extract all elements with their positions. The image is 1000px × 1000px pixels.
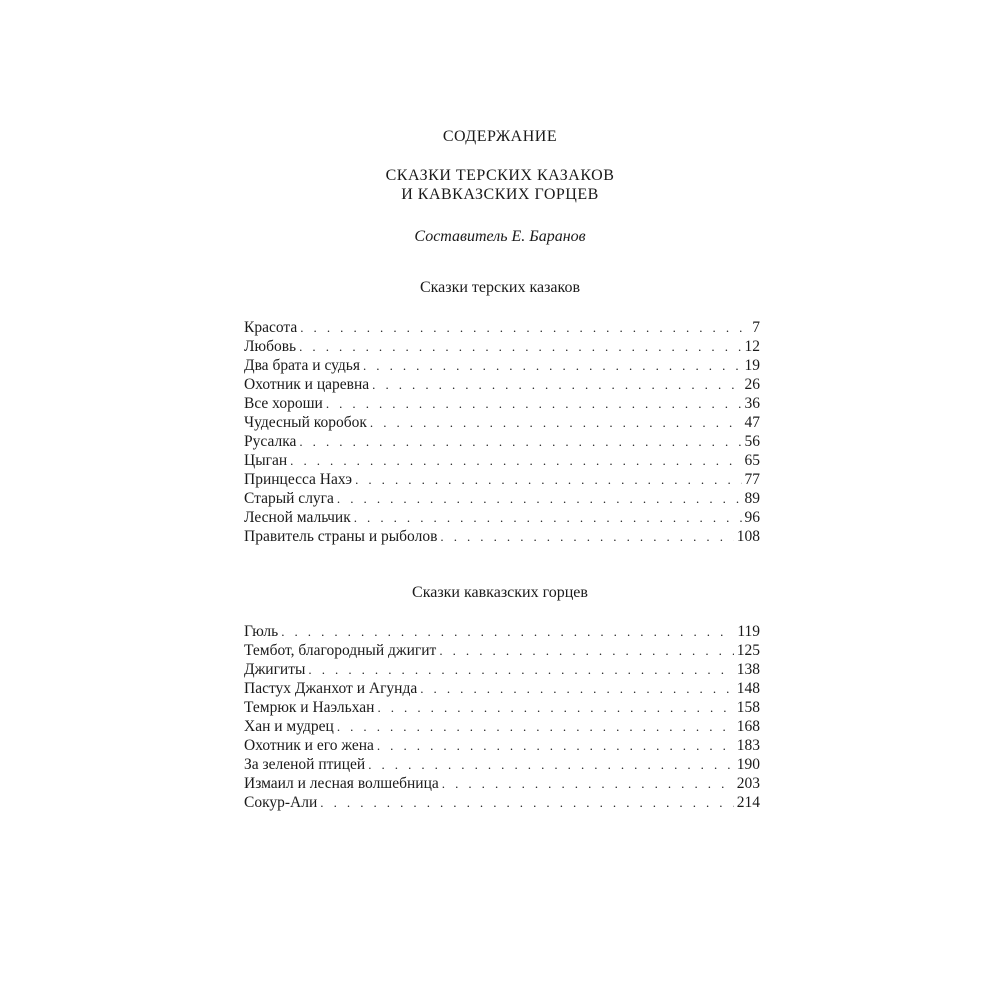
toc-dot-leader xyxy=(355,470,741,489)
toc-entry-page-number: 7 xyxy=(752,319,760,336)
toc-dot-leader xyxy=(326,394,742,413)
toc-entry-title: Правитель страны и рыболов xyxy=(244,528,438,545)
toc-entry xyxy=(244,508,760,527)
toc-entry-title: Цыган xyxy=(244,452,288,469)
toc-entry-page-number: 183 xyxy=(736,737,760,754)
toc-dot-leader xyxy=(440,527,733,546)
toc-entry xyxy=(244,736,760,755)
toc-entry xyxy=(244,755,760,774)
toc-entry-page-number: 56 xyxy=(744,433,760,450)
toc-dot-leader xyxy=(281,622,734,641)
toc-entry-title: Сокур-Али xyxy=(244,794,318,811)
toc-entry-page-number: 26 xyxy=(744,376,760,393)
toc-dot-leader xyxy=(290,451,741,470)
toc-dot-leader xyxy=(337,717,734,736)
toc-entry xyxy=(244,622,760,641)
toc-entry-title: Охотник и царевна xyxy=(244,376,370,393)
toc-entry-page-number: 190 xyxy=(736,756,760,773)
toc-dot-leader xyxy=(377,698,733,717)
toc-entry-title: Любовь xyxy=(244,338,297,355)
compiler-credit: Составитель Е. Баранов xyxy=(414,228,586,245)
toc-dot-leader xyxy=(363,356,742,375)
toc-entry-page-number: 138 xyxy=(736,661,760,678)
toc-dot-leader xyxy=(372,375,741,394)
toc-dot-leader xyxy=(299,337,741,356)
toc-entry xyxy=(244,413,760,432)
book-title-line-1: СКАЗКИ ТЕРСКИХ КАЗАКОВ xyxy=(385,167,615,184)
toc-entry xyxy=(244,527,760,546)
toc-entry xyxy=(244,318,760,337)
toc-dot-leader xyxy=(439,641,733,660)
toc-dot-leader xyxy=(320,793,733,812)
toc-entry-page-number: 158 xyxy=(736,699,760,716)
toc-entry xyxy=(244,394,760,413)
toc-list-caucasian-highlanders xyxy=(244,622,760,812)
toc-entry-page-number: 77 xyxy=(744,471,760,488)
toc-dot-leader xyxy=(377,736,734,755)
toc-dot-leader xyxy=(308,660,733,679)
toc-dot-leader xyxy=(368,755,734,774)
toc-entry-page-number: 36 xyxy=(744,395,760,412)
toc-entry-title: Гюль xyxy=(244,623,279,640)
toc-entry xyxy=(244,356,760,375)
toc-entry xyxy=(244,660,760,679)
toc-entry-title: Темрюк и Наэльхан xyxy=(244,699,375,716)
toc-list-terek-cossacks xyxy=(244,318,760,546)
toc-entry-title: За зеленой птицей xyxy=(244,756,366,773)
toc-dot-leader xyxy=(370,413,742,432)
toc-dot-leader xyxy=(300,318,749,337)
toc-entry-page-number: 65 xyxy=(744,452,760,469)
toc-entry-title: Красота xyxy=(244,319,298,336)
toc-entry-title: Измаил и лесная волшебница xyxy=(244,775,439,792)
toc-entry-page-number: 89 xyxy=(744,490,760,507)
toc-entry-page-number: 19 xyxy=(744,357,760,374)
toc-entry-page-number: 203 xyxy=(736,775,760,792)
toc-entry-title: Лесной мальчик xyxy=(244,509,351,526)
toc-entry xyxy=(244,679,760,698)
toc-entry-title: Чудесный коробок xyxy=(244,414,367,431)
toc-entry xyxy=(244,432,760,451)
toc-entry-page-number: 12 xyxy=(744,338,760,355)
toc-entry-title: Хан и мудрец xyxy=(244,718,334,735)
toc-entry-title: Все хороши xyxy=(244,395,323,412)
toc-entry-page-number: 47 xyxy=(744,414,760,431)
toc-dot-leader xyxy=(299,432,741,451)
toc-entry-page-number: 148 xyxy=(736,680,760,697)
toc-entry-page-number: 108 xyxy=(736,528,760,545)
toc-entry xyxy=(244,489,760,508)
toc-entry-title: Принцесса Нахэ xyxy=(244,471,353,488)
toc-entry xyxy=(244,375,760,394)
toc-entry xyxy=(244,470,760,489)
toc-entry xyxy=(244,698,760,717)
toc-entry xyxy=(244,793,760,812)
section-heading-terek-cossacks: Сказки терских казаков xyxy=(419,279,581,296)
toc-entry xyxy=(244,451,760,470)
toc-entry-page-number: 125 xyxy=(736,642,760,659)
toc-entry xyxy=(244,641,760,660)
section-heading-caucasian-highlanders: Сказки кавказских горцев xyxy=(412,584,588,601)
toc-dot-leader xyxy=(337,489,742,508)
toc-entry-page-number: 119 xyxy=(737,623,760,640)
toc-entry-title: Джигиты xyxy=(244,661,306,678)
contents-title: СОДЕРЖАНИЕ xyxy=(442,128,558,145)
toc-entry-title: Охотник и его жена xyxy=(244,737,374,754)
toc-entry-page-number: 96 xyxy=(744,509,760,526)
toc-dot-leader xyxy=(354,508,742,527)
toc-entry-title: Тембот, благородный джигит xyxy=(244,642,437,659)
toc-entry xyxy=(244,717,760,736)
book-title-line-2: И КАВКАЗСКИХ ГОРЦЕВ xyxy=(401,186,599,203)
toc-entry-title: Два брата и судья xyxy=(244,357,360,374)
toc-entry-title: Старый слуга xyxy=(244,490,334,507)
toc-dot-leader xyxy=(442,774,734,793)
toc-entry xyxy=(244,774,760,793)
toc-entry-page-number: 168 xyxy=(736,718,760,735)
toc-entry-title: Пастух Джанхот и Агунда xyxy=(244,680,418,697)
toc-entry-page-number: 214 xyxy=(736,794,760,811)
toc-dot-leader xyxy=(420,679,734,698)
toc-entry xyxy=(244,337,760,356)
toc-entry-title: Русалка xyxy=(244,433,297,450)
